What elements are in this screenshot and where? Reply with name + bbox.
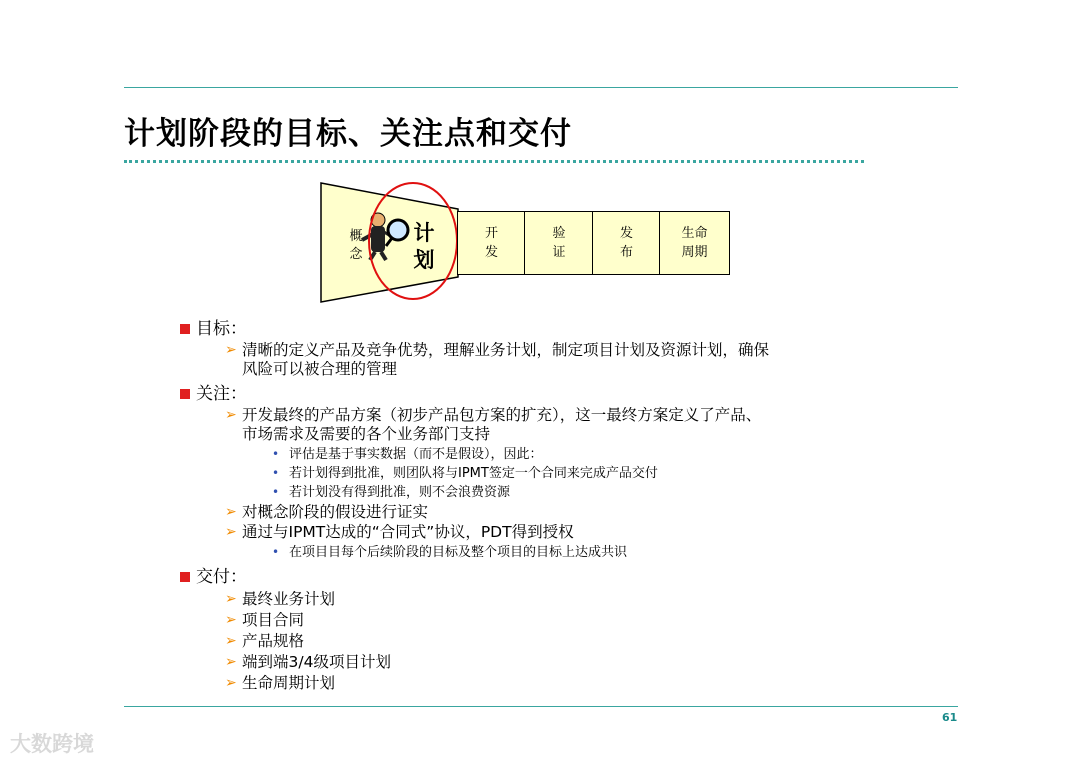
stage-verify-line-2: 证 bbox=[552, 245, 566, 260]
stage-verify-line-1: 验 bbox=[552, 226, 566, 241]
content-body bbox=[180, 318, 880, 695]
arrow-bullet-icon: ➢ bbox=[225, 633, 237, 649]
plan-char-2: 划 bbox=[413, 248, 435, 272]
focus-item-3-sub-1-text: 在项目目每个后续阶段的目标及整个项目的目标上达成共识 bbox=[289, 545, 628, 560]
dot-bullet-icon: • bbox=[272, 466, 280, 480]
stage-release-line-2: 布 bbox=[619, 245, 633, 260]
dot-bullet-icon: • bbox=[272, 545, 280, 559]
focus-item-1-sub-2 bbox=[180, 464, 880, 483]
stage-develop-line-2: 发 bbox=[484, 245, 498, 260]
focus-item-1-sub-2-text: 若计划得到批准，则团队将与IPMT签定一个合同来完成产品交付 bbox=[289, 466, 658, 481]
deliverable-item-1-text: 最终业务计划 bbox=[242, 590, 336, 608]
focus-item-1-sub-3-text: 若计划没有得到批准，则不会浪费资源 bbox=[289, 485, 511, 500]
arrow-bullet-icon: ➢ bbox=[225, 407, 237, 423]
arrow-bullet-icon: ➢ bbox=[225, 342, 237, 358]
deliverable-item-4-text: 端到端3/4级项目计划 bbox=[242, 653, 391, 671]
focus-item-2-text: 对概念阶段的假设进行证实 bbox=[242, 503, 429, 521]
stage-lifecycle bbox=[659, 211, 730, 275]
title-underline bbox=[124, 160, 864, 163]
process-diagram bbox=[318, 180, 738, 305]
stage-verify bbox=[524, 211, 594, 275]
deliverable-item-3-text: 产品规格 bbox=[242, 632, 305, 650]
dot-bullet-icon: • bbox=[272, 447, 280, 461]
stage-plan-label bbox=[412, 220, 436, 274]
focus-item-1-sub-1-text: 评估是基于事实数据（而不是假设），因此： bbox=[289, 447, 543, 462]
arrow-bullet-icon: ➢ bbox=[225, 612, 237, 628]
section-focus-heading: 关注： bbox=[180, 383, 880, 405]
focus-item-1-sub-3 bbox=[180, 483, 880, 502]
goal-item-1-cont: 风险可以被合理的管理 bbox=[242, 360, 398, 378]
deliverable-item-2 bbox=[180, 611, 880, 630]
deliverable-item-5 bbox=[180, 674, 880, 693]
concept-char-1: 概 bbox=[349, 229, 363, 244]
stage-develop bbox=[457, 211, 526, 275]
arrow-bullet-icon: ➢ bbox=[225, 504, 237, 520]
goal-item-1-text: 清晰的定义产品及竞争优势，理解业务计划，制定项目计划及资源计划，确保 bbox=[242, 341, 770, 359]
goal-item-1 bbox=[180, 341, 880, 379]
arrow-bullet-icon: ➢ bbox=[225, 591, 237, 607]
page-number: 61 bbox=[942, 711, 958, 724]
page-title: 计划阶段的目标、关注点和交付 bbox=[124, 116, 572, 152]
deliverable-item-1 bbox=[180, 590, 880, 609]
focus-item-3-text: 通过与IPMT达成的“合同式”协议，PDT得到授权 bbox=[242, 523, 574, 541]
section-goal-heading: 目标： bbox=[180, 318, 880, 340]
stage-lifecycle-line-2: 周期 bbox=[681, 245, 708, 260]
deliverable-item-4 bbox=[180, 653, 880, 672]
watermark-logo: 大数跨境 bbox=[10, 732, 94, 756]
focus-item-1-text: 开发最终的产品方案（初步产品包方案的扩充），这一最终方案定义了产品、 bbox=[242, 406, 762, 424]
focus-item-1 bbox=[180, 406, 880, 444]
stage-release-line-1: 发 bbox=[619, 226, 633, 241]
arrow-bullet-icon: ➢ bbox=[225, 654, 237, 670]
stage-develop-line-1: 开 bbox=[484, 226, 498, 241]
plan-char-1: 计 bbox=[413, 221, 435, 245]
arrow-bullet-icon: ➢ bbox=[225, 675, 237, 691]
arrow-bullet-icon: ➢ bbox=[225, 524, 237, 540]
focus-item-3-sub-1 bbox=[180, 543, 880, 562]
stage-lifecycle-line-1: 生命 bbox=[681, 226, 708, 241]
top-rule bbox=[124, 87, 958, 88]
focus-item-2 bbox=[180, 503, 880, 522]
stage-release bbox=[592, 211, 661, 275]
focus-item-3 bbox=[180, 523, 880, 542]
deliverable-item-5-text: 生命周期计划 bbox=[242, 674, 336, 692]
focus-item-1-sub-1 bbox=[180, 445, 880, 464]
dot-bullet-icon: • bbox=[272, 485, 280, 499]
stage-concept-label bbox=[348, 228, 364, 264]
focus-item-1-cont: 市场需求及需要的各个业务部门支持 bbox=[242, 425, 491, 443]
bottom-rule bbox=[124, 706, 958, 707]
deliverable-item-3 bbox=[180, 632, 880, 651]
deliverable-item-2-text: 项目合同 bbox=[242, 611, 305, 629]
concept-char-2: 念 bbox=[349, 247, 363, 262]
section-deliverables-heading: 交付： bbox=[180, 566, 880, 588]
